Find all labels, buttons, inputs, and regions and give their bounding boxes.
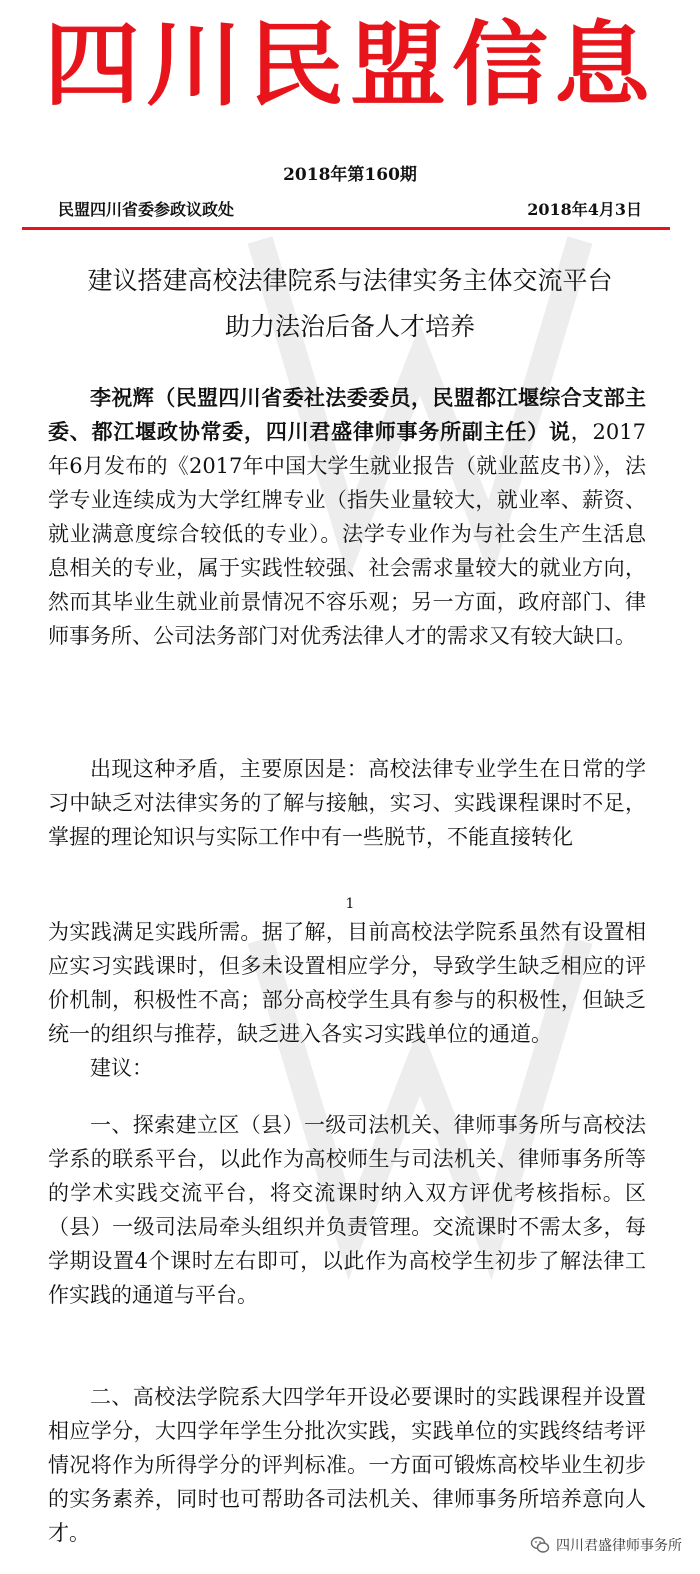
paragraph-1 (48, 381, 646, 653)
page-number: 1 (345, 896, 355, 912)
masthead-title: 四川民盟信息 (44, 11, 656, 119)
article-title-line-2: 助力法治后备人才培养 (224, 312, 475, 341)
suggestion-label: 建议： (90, 1056, 153, 1080)
paragraph-1-rest: ，2017年6月发布的《2017年中国大学生就业报告（就业蓝皮书）》，法学专业连续成为大学红牌专业（指失业量较大，就业率、薪资、就业满意度综合较低的专业）。法学专业作为与社会生产生活息息相关的专业，属于实践性较强、社会需求量较大的就业方向，然而其毕业生就业前景情况不容乐观；另一方面，政府部门、律师事务所、公司法务部门对优秀法律人才的需求又有较大缺口。 (48, 420, 646, 648)
source-badge-text: 四川君盛律师事务所 (556, 1538, 682, 1554)
publisher: 民盟四川省委参政议政处 (58, 200, 235, 219)
article-title (0, 258, 700, 350)
masthead (0, 0, 700, 130)
publish-date: 2018年4月3日 (527, 200, 642, 219)
article-title-line-1: 建议搭建高校法律院系与法律实务主体交流平台 (87, 266, 613, 295)
suggestion-2: 二、高校法学院系大四学年开设必要课时的实践课程并设置相应学分，大四学年学生分批次实践，实践单位的实践终结考评情况将作为所得学分的评判标准。一方面可锻炼高校毕业生初步的实务素养，同时也可帮助各司法机关、律师事务所培养意向人才。 (48, 1385, 646, 1545)
paragraph-4 (48, 1108, 646, 1312)
paragraph-3-text: 为实践满足实践所需。据了解，目前高校法学院系虽然有设置相应实习实践课时，但多未设置相应学分，导致学生缺乏相应的评价机制，积极性不高；部分高校学生具有参与的积极性，但缺乏统一的组织与推荐，缺乏进入各实习实践单位的通道。 (48, 920, 646, 1046)
source-badge[interactable] (526, 1533, 686, 1557)
suggestion-1: 一、探索建立区（县）一级司法机关、律师事务所与高校法学系的联系平台，以此作为高校师生与司法机关、律师事务所等的学术实践交流平台，将交流课时纳入双方评优考核指标。区（县）一级司法局牵头组织并负责管理。交流课时不需太多，每学期设置4个课时左右即可，以此作为高校学生初步了解法律工作实践的通道与平台。 (48, 1113, 646, 1307)
meta-row (58, 197, 642, 220)
paragraph-2 (48, 752, 646, 854)
issue-number: 2018年第160期 (283, 165, 417, 185)
paragraph-5 (48, 1380, 646, 1550)
paragraph-2-text: 出现这种矛盾，主要原因是：高校法律专业学生在日常的学习中缺乏对法律实务的了解与接触，实习、实践课程课时不足，掌握的理论知识与实际工作中有一些脱节，不能直接转化 (48, 757, 646, 849)
paragraph-3 (48, 915, 646, 1085)
paragraph-1-lead: 李祝辉（民盟四川省委社法委委员，民盟都江堰综合支部主委、都江堰政协常委，四川君盛律师事务所副主任）说 (48, 385, 646, 444)
red-divider (22, 227, 670, 230)
wechat-icon (530, 1535, 550, 1555)
